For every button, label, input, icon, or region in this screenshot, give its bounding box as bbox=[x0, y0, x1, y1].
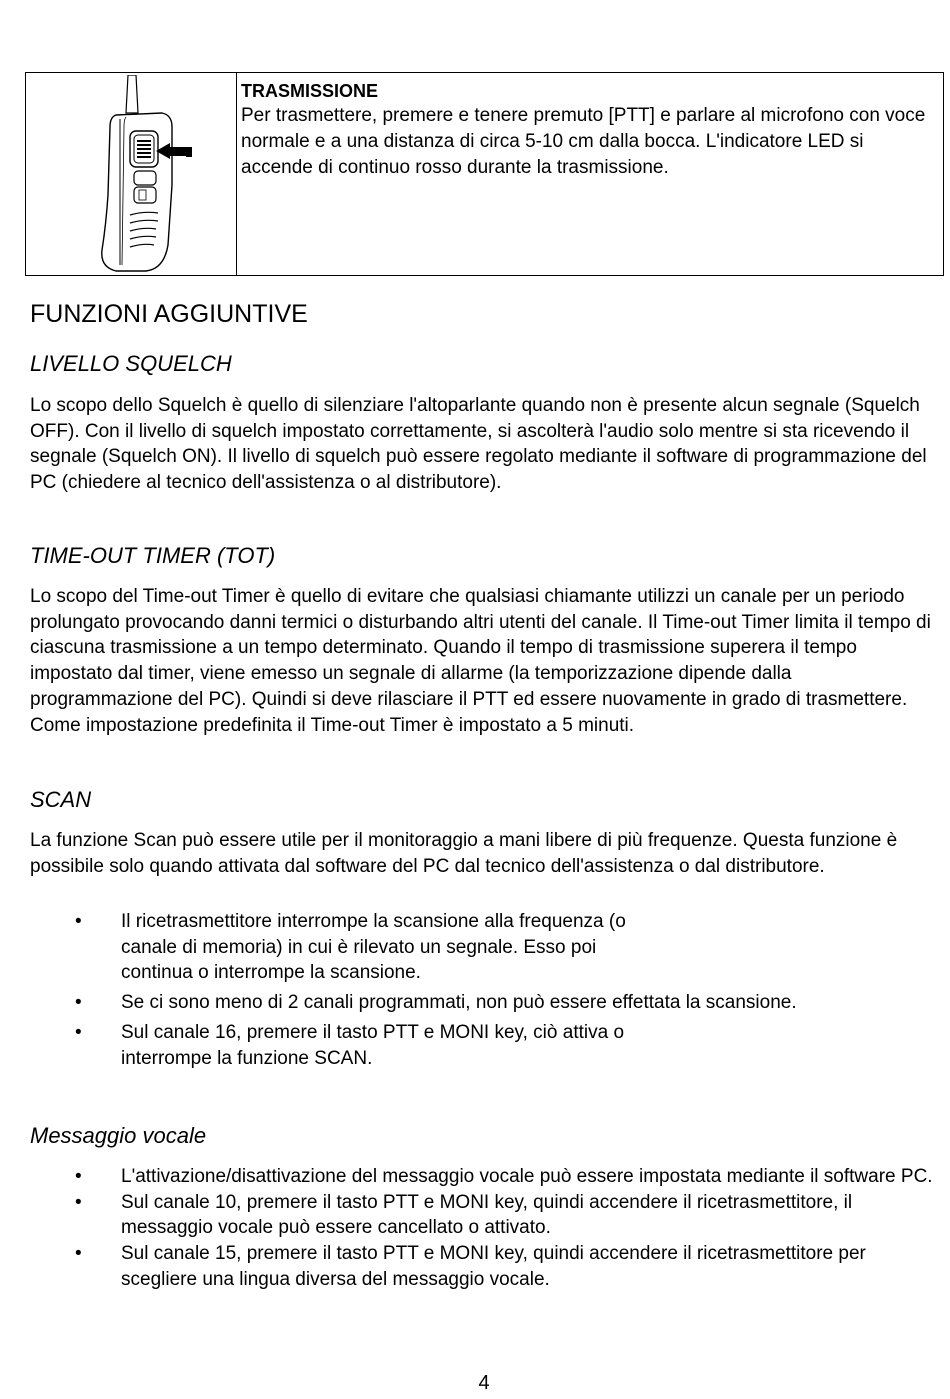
bullet-glyph: • bbox=[75, 1191, 82, 1213]
bullet-glyph: • bbox=[75, 911, 82, 932]
scan-paragraph: La funzione Scan può essere utile per il monitoraggio a mani libere di più frequenze. Questa funzione è possibile solo quando attivata dal software del PC dal tecnico dell'assistenza o dal distributore. bbox=[30, 830, 898, 877]
radio-illustration-cell bbox=[26, 73, 237, 275]
list-item: • L'attivazione/disattivazione del messaggio vocale può essere impostata mediante il software PC. bbox=[30, 1164, 935, 1190]
list-item: • Il ricetrasmettitore interrompe la scansione alla frequenza (o canale di memoria) in cui è rilevato un segnale. Esso poi continua o interrompe la scansione. bbox=[75, 911, 626, 984]
voice-bullet-list bbox=[30, 1164, 935, 1293]
bullet-glyph: • bbox=[75, 1243, 82, 1265]
squelch-heading: LIVELLO SQUELCH bbox=[30, 351, 232, 376]
bullet-glyph: • bbox=[75, 1021, 82, 1043]
bullet-glyph: • bbox=[75, 992, 82, 1014]
transmission-title: TRASMISSIONE bbox=[241, 81, 379, 101]
list-item: • Sul canale 16, premere il tasto PTT e MONI key, ciò attiva o interrompe la funzione SCAN. bbox=[75, 1021, 625, 1069]
squelch-paragraph: Lo scopo dello Squelch è quello di silenziare l'altoparlante quando non è presente alcun segnale (Squelch OFF). Con il livello di squelch impostato correttamente, si ascolterà l'audio solo mentre si sta ricevendo il segnale (Squelch ON). Il livello di squelch può essere regolato mediante il software di programmazione del PC (chiedere al tecnico dell'assistenza o al distributore). bbox=[30, 395, 927, 494]
transmission-text-cell bbox=[237, 73, 943, 275]
radio-side-illustration bbox=[86, 75, 196, 275]
list-item: • Se ci sono meno di 2 canali programmati, non può essere effettata la scansione. bbox=[30, 990, 941, 1016]
scan-heading: SCAN bbox=[30, 787, 92, 812]
list-item: • Sul canale 10, premere il tasto PTT e MONI key, quindi accendere il ricetrasmettitore, il messaggio vocale può essere cancellato o attivato. bbox=[75, 1191, 853, 1239]
page-number: 4 bbox=[478, 1372, 490, 1394]
voice-heading: Messaggio vocale bbox=[30, 1123, 207, 1148]
scan-bullet-list bbox=[30, 909, 797, 1075]
transmission-text: Per trasmettere, premere e tenere premuto [PTT] e parlare al microfono con voce normale e a una distanza di circa 5-10 cm dalla bocca. L'indicatore LED si accende di continuo rosso durante la trasmissione. bbox=[241, 105, 926, 178]
tot-heading: TIME-OUT TIMER (TOT) bbox=[30, 543, 276, 568]
tot-paragraph: Lo scopo del Time-out Timer è quello di evitare che qualsiasi chiamante utilizzi un canale per un periodo prolungato provocando danni termici o disturbando altri utenti del canale. Il Time-out Timer limita il tempo di ciascuna trasmissione a un tempo determinato. Quando il tempo di trasmissione superera il tempo impostato dal timer, viene emesso un segnale di allarme (la temporizzazione dipende dalla programmazione del PC). Quindi si deve rilasciare il PTT ed essere nuovamente in grado di trasmettere. Come impostazione predefinita il Time-out Timer è impostato a 5 minuti. bbox=[30, 586, 931, 736]
list-item: • Sul canale 15, premere il tasto PTT e MONI key, quindi accendere il ricetrasmettitore per scegliere una lingua diversa del messaggio vocale. bbox=[75, 1243, 866, 1290]
transmission-table bbox=[25, 72, 944, 276]
section-heading: FUNZIONI AGGIUNTIVE bbox=[30, 300, 308, 328]
bullet-glyph: • bbox=[75, 1166, 82, 1187]
